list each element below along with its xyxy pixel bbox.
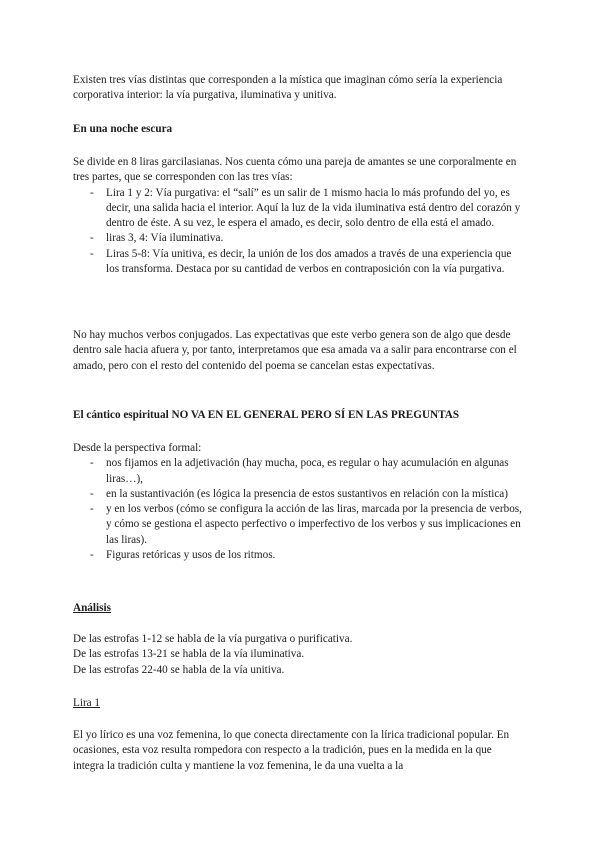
verbs-paragraph: No hay muchos verbos conjugados. Las expectativas que este verbo genera son de algo que desde dentro sale hacia afuera y, por tanto, interpretamos que esa amada va a salir para encontrarse con el amado, pero con el resto del contenido del poema se cancelan estas expectativas. xyxy=(73,329,517,372)
section-noche-escura-intro: Se divide en 8 liras garcilasianas. Nos cuenta cómo una pareja de amantes se une corporalmente en tres partes, que se corresponden con las tres vías: xyxy=(73,156,517,184)
intro-paragraph: Existen tres vías distintas que corresponden a la mística que imaginan cómo sería la experiencia corporativa interior: la vía purgativa, iluminativa y unitiva. xyxy=(73,74,503,102)
list-item: - en la sustantivación (es lógica la presencia de estos sustantivos en relación con la mística) xyxy=(73,487,523,502)
lira-1-paragraph: El yo lírico es una voz femenina, lo que conecta directamente con la lírica tradicional popular. En ocasiones, esta voz resulta rompedora con respecto a la tradición, pues en la medida en la que integra la tradición culta y mantiene la voz femenina, le da una vuelta a la xyxy=(73,729,510,772)
formal-aspects-list xyxy=(73,456,523,563)
analysis-heading: Análisis xyxy=(73,602,111,614)
section-heading-cantico-espiritual: El cántico espiritual NO VA EN EL GENERAL PERO SÍ EN LAS PREGUNTAS xyxy=(73,409,460,421)
list-item: - Liras 5-8: Vía unitiva, es decir, la unión de los dos amados a través de una experiencia que los transforma. Destaca por su cantidad de verbos en contraposición con la vía purgativa. xyxy=(73,247,523,278)
analysis-line: De las estrofas 13-21 se habla de la vía iluminativa. xyxy=(73,648,305,661)
section-noche-escura-body xyxy=(73,155,523,277)
section-cantico-body xyxy=(73,441,523,563)
list-item: - nos fijamos en la adjetivación (hay mucha, poca, es regular o hay acumulación en algunas liras…), xyxy=(73,456,523,487)
formal-perspective-intro: Desde la perspectiva formal: xyxy=(73,442,202,454)
lira-1-heading: Lira 1 xyxy=(73,697,101,709)
list-item: - Figuras retóricas y usos de los ritmos. xyxy=(73,548,523,563)
list-item: - y en los verbos (cómo se configura la acción de las liras, marcada por la presencia de verbos, y cómo se gestiona el aspecto perfectivo o imperfectivo de los verbos y sus implicaciones en las liras). xyxy=(73,502,523,548)
analysis-line: De las estrofas 1-12 se habla de la vía purgativa o purificativa. xyxy=(73,633,353,645)
list-item: - liras 3, 4: Vía iluminativa. xyxy=(73,231,523,246)
vias-list xyxy=(73,186,523,278)
section-heading-noche-escura: En una noche escura xyxy=(73,123,173,135)
list-item: - Lira 1 y 2: Vía purgativa: el “salí” es un salir de 1 mismo hacia lo más profundo del yo, es decir, una salida hacia el interior. Aquí la luz de la vida iluminativa está dentro del corazón y dentro de éste. A su vez, le espera el amado, es decir, solo dentro de ella está el amado. xyxy=(73,186,523,232)
analysis-line: De las estrofas 22-40 se habla de la vía unitiva. xyxy=(73,663,285,676)
analysis-lines xyxy=(73,632,523,678)
